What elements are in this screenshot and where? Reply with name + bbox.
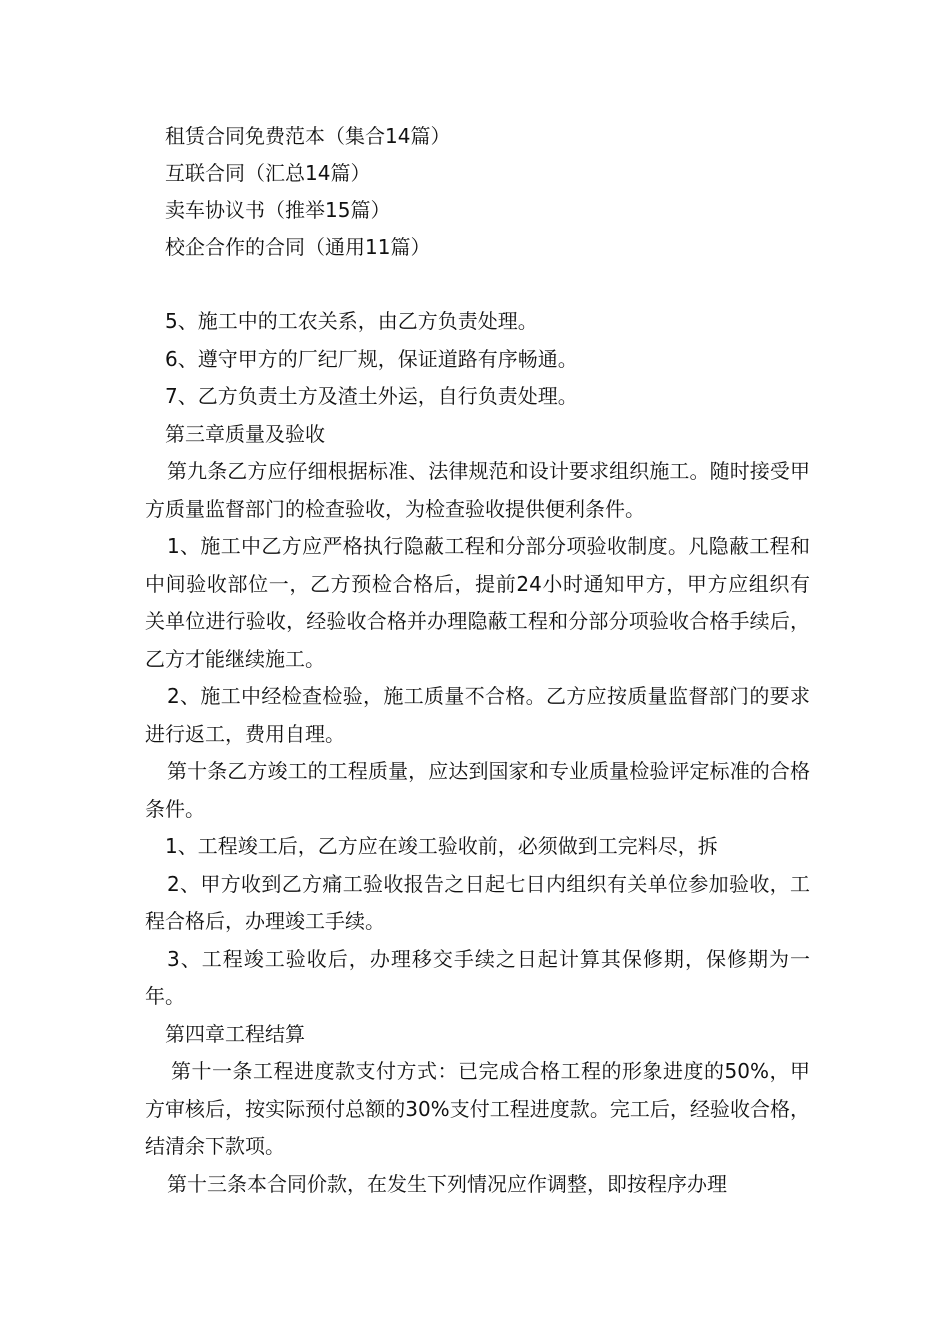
clause-paragraph: 第九条乙方应仔细根据标准、法律规范和设计要求组织施工。随时接受甲方质量监督部门的检查验收，为检查验收提供便利条件。	[145, 459, 810, 521]
clause-paragraph: 1、工程竣工后，乙方应在竣工验收前，必须做到工完料尽，拆	[165, 834, 718, 858]
clause-paragraph: 第十条乙方竣工的工程质量，应达到国家和专业质量检验评定标准的合格条件。	[145, 759, 810, 821]
clause-paragraph: 2、施工中经检查检验，施工质量不合格。乙方应按质量监督部门的要求进行返工，费用自理。	[145, 684, 810, 746]
related-link[interactable]: 互联合同（汇总14篇）	[165, 161, 371, 185]
related-link[interactable]: 校企合作的合同（通用11篇）	[165, 235, 431, 259]
clause-paragraph: 2、甲方收到乙方痛工验收报告之日起七日内组织有关单位参加验收，工程合格后，办理竣工手续。	[145, 871, 810, 933]
clause-paragraph: 6、遵守甲方的厂纪厂规，保证道路有序畅通。	[165, 346, 578, 371]
clause-paragraph: 第十三条本合同价款，在发生下列情况应作调整，即按程序办理	[167, 1171, 727, 1196]
clause-paragraph: 7、乙方负责土方及渣土外运，自行负责处理。	[165, 384, 578, 408]
clause-paragraph: 3、工程竣工验收后，办理移交手续之日起计算其保修期，保修期为一年。	[145, 946, 810, 1008]
clause-paragraph: 第十一条工程进度款支付方式：已完成合格工程的形象进度的50%，甲方审核后，按实际预付总额的30%支付工程进度款。完工后，经验收合格，结清余下款项。	[145, 1059, 810, 1158]
contract-body	[145, 303, 810, 1203]
clause-paragraph: 1、施工中乙方应严格执行隐蔽工程和分部分项验收制度。凡隐蔽工程和中间验收部位一，乙方预检合格后，提前24小时通知甲方，甲方应组织有关单位进行验收，经验收合格并办理隐蔽工程和分部分项验收合格手续后，乙方才能继续施工。	[145, 534, 810, 671]
related-link[interactable]: 租赁合同免费范本（集合14篇）	[165, 124, 451, 148]
related-links-list	[165, 118, 805, 266]
chapter-heading: 第三章质量及验收	[165, 421, 325, 446]
related-link[interactable]: 卖车协议书（推举15篇）	[165, 198, 391, 222]
clause-paragraph: 5、施工中的工农关系，由乙方负责处理。	[165, 309, 538, 333]
chapter-heading: 第四章工程结算	[165, 1021, 305, 1046]
